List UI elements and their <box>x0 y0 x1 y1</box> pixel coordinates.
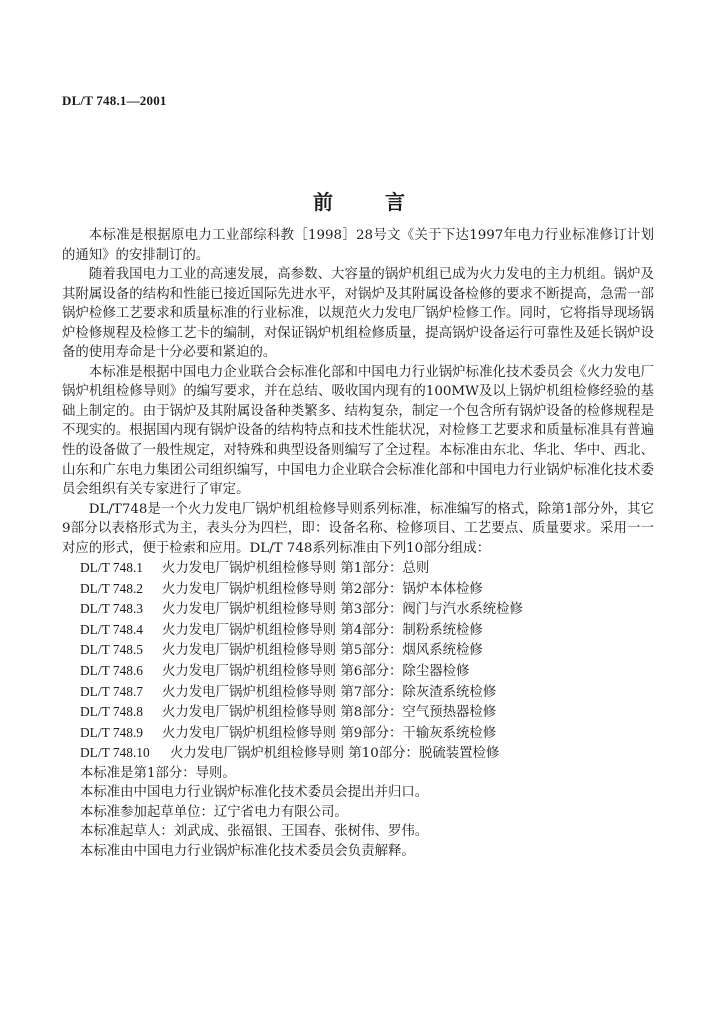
part-series: 火力发电厂锅炉机组检修导则 <box>162 602 337 618</box>
part-title: 第9部分：干输灰系统检修 <box>340 725 497 741</box>
part-title: 第8部分：空气预热器检修 <box>340 705 497 721</box>
paragraph-1: 本标准是根据原电力工业部综科教［1998］28号文《关于下达1997年电力行业标准修订计划的通知》的安排制订的。 <box>62 228 654 263</box>
part-series: 火力发电厂锅炉机组检修导则 <box>162 643 337 659</box>
closing-line-proposer: 本标准由中国电力行业锅炉标准化技术委员会提出并归口。 <box>80 785 429 801</box>
part-title: 第1部分：总则 <box>340 561 430 577</box>
part-series: 火力发电厂锅炉机组检修导则 <box>162 705 337 721</box>
part-series: 火力发电厂锅炉机组检修导则 <box>162 725 337 741</box>
part-title: 第3部分：阀门与汽水系统检修 <box>340 602 523 618</box>
closing-line-drafting-unit: 本标准参加起草单位：辽宁省电力有限公司。 <box>80 804 348 820</box>
closing-line-interpretation: 本标准由中国电力行业锅炉标准化技术委员会负责解释。 <box>80 843 415 859</box>
list-item <box>80 682 654 703</box>
list-item <box>80 620 654 641</box>
list-item <box>80 702 654 723</box>
part-code: DL/T 748.9 <box>80 724 143 740</box>
list-item <box>80 743 654 764</box>
page-title: 前言 <box>313 190 457 214</box>
paragraph-2: 随着我国电力工业的高速发展，高参数、大容量的锅炉机组已成为火力发电的主力机组。锅炉及其附属设备的结构和性能已接近国际先进水平，对锅炉及其附属设备检修的要求不断提高，急需一部锅炉检修工艺要求和质量标准的行业标准，以规范火力发电厂锅炉检修工作。同时，它将指导现场锅炉检修规程及检修工艺卡的编制，对保证锅炉机组检修质量，提高锅炉设备运行可靠性及延长锅炉设备的使用寿命是十分必要和紧迫的。 <box>62 267 654 361</box>
list-item <box>80 640 654 661</box>
part-code: DL/T 748.3 <box>80 601 143 617</box>
list-item <box>80 558 654 579</box>
part-title: 第4部分：制粉系统检修 <box>340 622 483 638</box>
paragraph-3: 本标准是根据中国电力企业联合会标准化部和中国电力行业锅炉标准化技术委员会《火力发电厂锅炉机组检修导则》的编写要求，并在总结、吸收国内现有的100MW及以上锅炉机组检修经验的基础上制定的。由于锅炉及其附属设备种类繁多、结构复杂，制定一个包含所有锅炉设备的检修规程是不现实的。根据国内现有锅炉设备的结构特点和技术性能状况，对检修工艺要求和质量标准具有普遍性的设备做了一般性规定，对特殊和典型设备则编写了全过程。本标准由东北、华北、华中、西北、山东和广东电力集团公司组织编写，中国电力企业联合会标准化部和中国电力行业锅炉标准化技术委员会组织有关专家进行了审定。 <box>62 364 654 498</box>
part-series: 火力发电厂锅炉机组检修导则 <box>162 664 337 680</box>
part-series: 火力发电厂锅炉机组检修导则 <box>162 561 337 577</box>
closing-line-drafters: 本标准起草人：刘武成、张福银、王国春、张树伟、罗伟。 <box>80 824 429 840</box>
part-series: 火力发电厂锅炉机组检修导则 <box>162 684 337 700</box>
part-title: 第2部分：锅炉本体检修 <box>340 581 483 597</box>
part-title: 第7部分：除灰渣系统检修 <box>340 684 497 700</box>
part-code: DL/T 748.10 <box>80 745 150 761</box>
part-code: DL/T 748.1 <box>80 560 143 576</box>
part-code: DL/T 748.4 <box>80 621 143 637</box>
paragraph-4: DL/T748是一个火力发电厂锅炉机组检修导则系列标准，标准编写的格式，除第1部分外，其它9部分以表格形式为主，表头分为四栏，即：设备名称、检修项目、工艺要点、质量要求。采用一一对应的形式，便于检索和应用。DL/T 748系列标准由下列10部分组成： <box>62 501 654 556</box>
list-item <box>80 723 654 744</box>
document-code: DL/T 748.1—2001 <box>62 93 167 108</box>
part-series: 火力发电厂锅炉机组检修导则 <box>162 581 337 597</box>
list-item <box>80 661 654 682</box>
part-series: 火力发电厂锅炉机组检修导则 <box>162 622 337 638</box>
part-title: 第5部分：烟风系统检修 <box>340 643 483 659</box>
preface-body <box>62 226 654 862</box>
parts-list <box>62 558 654 763</box>
part-code: DL/T 748.2 <box>80 580 143 596</box>
part-title: 第10部分：脱硫装置检修 <box>348 746 500 762</box>
part-code: DL/T 748.5 <box>80 642 143 658</box>
part-title: 第6部分：除尘器检修 <box>340 664 470 680</box>
part-code: DL/T 748.7 <box>80 683 143 699</box>
closing-line-scope: 本标准是第1部分：导则。 <box>80 765 236 781</box>
list-item <box>80 599 654 620</box>
part-code: DL/T 748.8 <box>80 704 143 720</box>
part-series: 火力发电厂锅炉机组检修导则 <box>170 746 345 762</box>
part-code: DL/T 748.6 <box>80 663 143 679</box>
list-item <box>80 579 654 600</box>
